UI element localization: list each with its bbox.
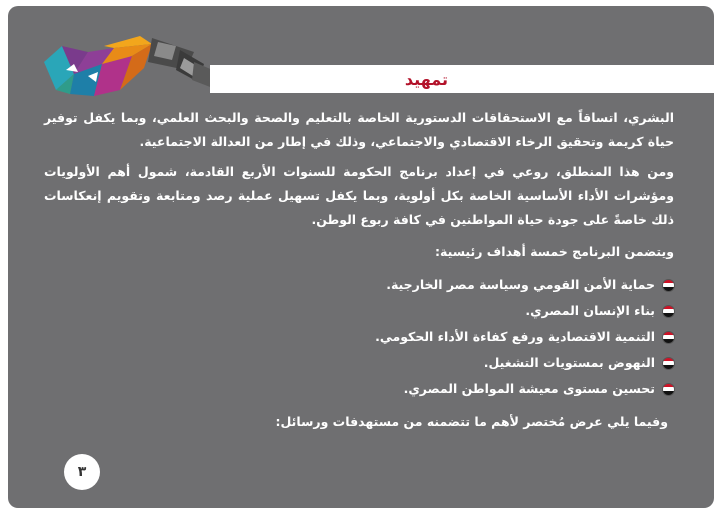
closing-paragraph: وفيما يلي عرض مُختصر لأهم ما تتضمنه من مستهدفات ورسائل:	[275, 414, 668, 429]
egypt-flag-icon	[663, 280, 674, 291]
list-item	[44, 376, 674, 402]
paragraph: البشري، اتساقاً مع الاستحقاقات الدستورية الخاصة بالتعليم والصحة والبحث العلمي، وبما يكفل توفير حياة كريمة وتحقيق الرخاء الاقتصادي والاجتماعي، وذلك في إطار من العدالة الاجتماعية.	[44, 110, 674, 149]
page-title: تمهيد	[404, 69, 448, 89]
list-item	[44, 324, 674, 350]
egypt-flag-icon	[663, 306, 674, 317]
egypt-flag-icon	[663, 384, 674, 395]
goal-text: النهوض بمستويات التشغيل.	[483, 355, 655, 370]
goal-text: تحسين مستوى معيشة المواطن المصري.	[403, 381, 655, 396]
egypt-flag-icon	[663, 358, 674, 369]
title-bar	[210, 65, 714, 93]
goals-intro: ويتضمن البرنامج خمسة أهداف رئيسية:	[435, 244, 674, 259]
egypt-flag-icon	[663, 332, 674, 343]
document-page	[8, 6, 714, 508]
paragraph: ومن هذا المنطلق، روعي في إعداد برنامج الحكومة للسنوات الأربع القادمة، شمول أهم الأولويات ومؤشرات الأداء الأساسية الخاصة بكل أولوية، وبما يكفل تسهيل عملية رصد ومتابعة وتقويم إنعكاسات ذلك خاصةً على جودة حياة المواطنين في كافة ربوع الوطن.	[44, 164, 674, 227]
page-number: ٣	[64, 454, 100, 490]
goal-text: التنمية الاقتصادية ورفع كفاءة الأداء الحكومي.	[375, 329, 655, 344]
goal-text: حماية الأمن القومي وسياسة مصر الخارجية.	[386, 277, 655, 292]
list-item	[44, 298, 674, 324]
geometric-logo-icon	[44, 34, 224, 104]
main-content	[44, 106, 674, 447]
goal-text: بناء الإنسان المصري.	[525, 303, 655, 318]
list-item	[44, 272, 674, 298]
list-item	[44, 350, 674, 376]
goals-list	[44, 272, 674, 402]
